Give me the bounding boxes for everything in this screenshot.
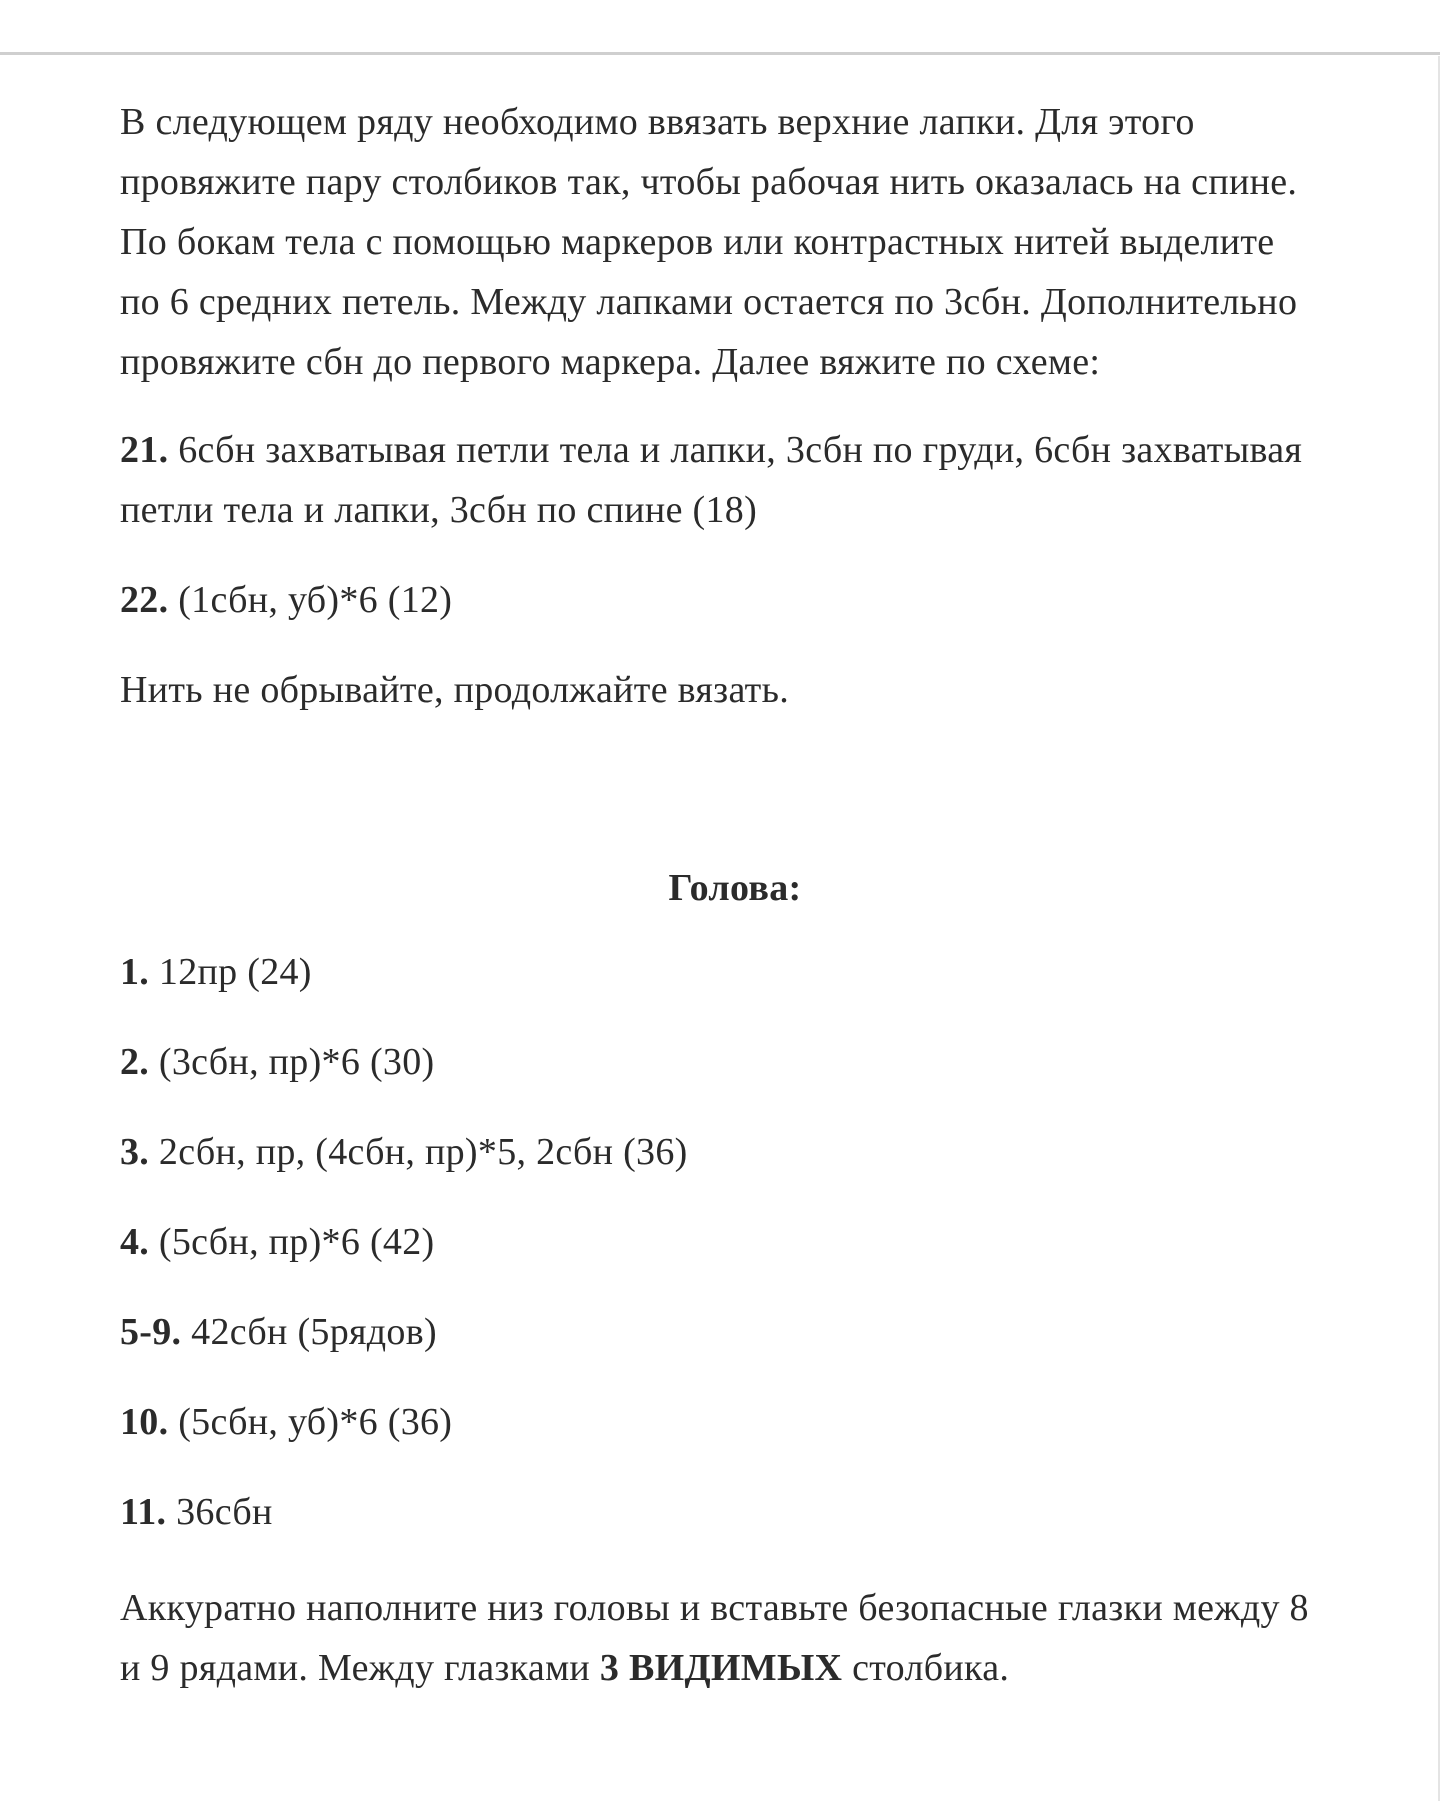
row-number: 11. [120, 1491, 167, 1533]
intro-paragraph: В следующем ряду необходимо ввязать верхние лапки. Для этого провяжите пару столбиков так, чтобы рабочая нить оказалась на спине. По бокам тела с помощью маркеров или контрастных нитей выделите по 6 средних петель. Между лапками остается по 3сбн. Дополнительно провяжите сбн до первого маркера. Далее вяжите по схеме: [120, 101, 1298, 383]
head-row-1 [120, 942, 1310, 1032]
document-page [120, 92, 1310, 1698]
row-number: 22. [120, 579, 169, 621]
body-note: Нить не обрывайте, продолжайте вязать. [120, 669, 790, 711]
row-instructions: 42сбн (5рядов) [181, 1311, 437, 1353]
outro-paragraph [120, 1578, 1310, 1698]
pattern-row-21 [120, 420, 1310, 540]
row-instructions: (3сбн, пр)*6 (30) [149, 1041, 435, 1083]
row-number: 3. [120, 1131, 150, 1173]
row-number: 21. [120, 429, 169, 471]
head-row-11 [120, 1482, 1310, 1572]
outro-emphasis: 3 ВИДИМЫХ [599, 1647, 843, 1689]
row-instructions: 6сбн захватывая петли тела и лапки, 3сбн по груди, 6сбн захватывая петли тела и лапки, 3сбн по спине (18) [120, 429, 1303, 531]
row-instructions: (5сбн, пр)*6 (42) [149, 1221, 435, 1263]
outro-text: Аккуратно наполните низ головы и вставьте безопасные глазки между 8 и 9 рядами. Между глазками [120, 1587, 1309, 1689]
row-number: 10. [120, 1401, 169, 1443]
row-number: 1. [120, 951, 150, 993]
row-instructions: 12пр (24) [149, 951, 312, 993]
row-instructions: (5сбн, уб)*6 (36) [168, 1401, 453, 1443]
head-row-2 [120, 1032, 1310, 1122]
row-number: 2. [120, 1041, 150, 1083]
head-row-4 [120, 1212, 1310, 1302]
head-row-5-9 [120, 1302, 1310, 1392]
section-title-head: Голова: [668, 867, 802, 909]
row-instructions: 2сбн, пр, (4сбн, пр)*5, 2сбн (36) [149, 1131, 688, 1173]
outro-end: столбика. [842, 1647, 1010, 1689]
row-instructions: (1сбн, уб)*6 (12) [168, 579, 453, 621]
row-instructions: 36сбн [166, 1491, 273, 1533]
row-number: 5-9. [120, 1311, 182, 1353]
top-divider [0, 52, 1440, 55]
pattern-row-22 [120, 570, 1310, 630]
head-row-10 [120, 1392, 1310, 1482]
head-row-3 [120, 1122, 1310, 1212]
row-number: 4. [120, 1221, 150, 1263]
